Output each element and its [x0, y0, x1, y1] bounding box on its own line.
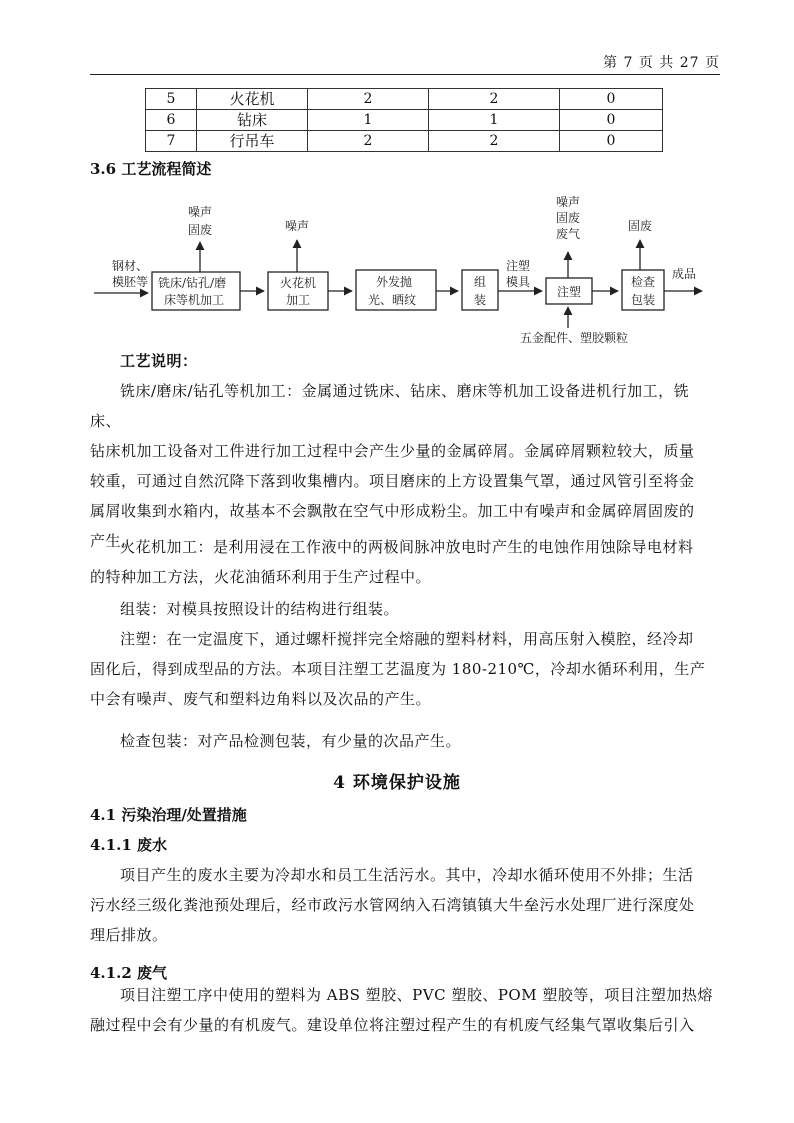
- table-cell: 2: [308, 89, 429, 110]
- chapter-heading-4: 4 环境保护设施: [333, 773, 461, 793]
- process-notes-title: 工艺说明：: [120, 352, 198, 370]
- emission-1-line2: 固废: [188, 223, 213, 237]
- process-flow-diagram: [90, 190, 710, 350]
- box-edm-line1: 火花机: [280, 276, 317, 290]
- box-assembly-line1: 组: [474, 275, 487, 289]
- box-injection: 注塑: [557, 285, 582, 299]
- text-line: 产生。: [90, 532, 137, 550]
- box-polishing-line2: 光、晒纹: [368, 293, 417, 307]
- box-inspection-line1: 检查: [631, 275, 656, 289]
- text-line: 理后排放。: [90, 926, 168, 944]
- table-cell: 2: [429, 131, 560, 152]
- box-machining-line2: 床等机加工: [164, 293, 225, 307]
- input-label-line2: 模胚等: [112, 275, 149, 289]
- text-line: 钻床机加工设备对工件进行加工过程中会产生少量的金属碎屑。金属碎屑颗粒较大，质量: [90, 442, 695, 460]
- mold-label-line2: 模具: [506, 275, 531, 289]
- wastewater-paragraph: [90, 860, 720, 950]
- text-line: 注塑：在一定温度下，通过螺杆搅拌完全熔融的塑料材料，用高压射入模腔，经冷却: [120, 630, 694, 648]
- text-line: 污水经三级化粪池预处理后，经市政污水管网纳入石湾镇镇大牛垒污水处理厂进行深度处: [90, 896, 695, 914]
- table-cell: 1: [308, 110, 429, 131]
- table-cell: 0: [560, 131, 663, 152]
- box-polishing-line1: 外发抛: [376, 275, 413, 289]
- emission-3-line2: 固废: [556, 211, 581, 225]
- box-machining-line1: 铣床/钻孔/磨: [158, 276, 227, 290]
- text-line: 融过程中会有少量的有机废气。建设单位将注塑过程产生的有机废气经集气罩收集后引入: [90, 1016, 695, 1034]
- text-line: 固化后，得到成型品的方法。本项目注塑工艺温度为 180-210℃，冷却水循环利用，生产: [90, 660, 706, 678]
- process-note-edm: [90, 532, 720, 592]
- table-row: [146, 89, 663, 110]
- emission-2: 噪声: [285, 219, 310, 233]
- header-rule: [90, 74, 720, 75]
- table-cell: 2: [429, 89, 560, 110]
- material-input-label: 五金配件、塑胶颗粒: [520, 331, 629, 345]
- process-note-injection: [90, 624, 720, 714]
- text-line: 中会有噪声、废气和塑料边角料以及次品的产生。: [90, 690, 432, 708]
- emission-3-line1: 噪声: [556, 195, 581, 209]
- page-number: 第 7 页 共 27 页: [603, 55, 720, 71]
- text-line: 项目注塑工序中使用的塑料为 ABS 塑胶、PVC 塑胶、POM 塑胶等，项目注塑加热熔: [120, 986, 713, 1004]
- input-label-line1: 钢材、: [112, 259, 149, 273]
- section-heading-3-6: 3.6 工艺流程简述: [90, 160, 212, 178]
- box-inspection-line2: 包装: [631, 293, 656, 307]
- process-note-machining: [90, 376, 720, 556]
- box-edm-line2: 加工: [286, 293, 311, 307]
- text-line: 较重，可通过自然沉降下落到收集槽内。项目磨床的上方设置集气罩，通过风管引至将金: [90, 472, 695, 490]
- process-note-assembly: 组装：对模具按照设计的结构进行组装。: [120, 600, 400, 618]
- text-line: 铣床/磨床/钻孔等机加工：金属通过铣床、钻床、磨床等机加工设备进机行加工，铣床、: [90, 382, 690, 430]
- table-row: [146, 131, 663, 152]
- equipment-table: [145, 88, 663, 152]
- table-cell: 6: [146, 110, 197, 131]
- text-line: 项目产生的废水主要为冷却水和员工生活污水。其中，冷却水循环使用不外排；生活: [120, 866, 694, 884]
- table-row: [146, 110, 663, 131]
- process-note-inspection: 检查包装：对产品检测包装，有少量的次品产生。: [120, 732, 462, 750]
- table-cell: 1: [429, 110, 560, 131]
- section-heading-4-1-1: 4.1.1 废水: [90, 836, 167, 854]
- text-line: 的特种加工方法，火花油循环利用于生产过程中。: [90, 568, 432, 586]
- emission-1-line1: 噪声: [188, 205, 213, 219]
- emission-4: 固废: [628, 219, 653, 233]
- table-cell: 火花机: [197, 89, 308, 110]
- emission-3-line3: 废气: [556, 227, 581, 241]
- box-assembly-line2: 装: [474, 293, 487, 307]
- table-cell: 0: [560, 110, 663, 131]
- text-line: 属屑收集到水箱内，故基本不会飘散在空气中形成粉尘。加工中有噪声和金属碎屑固废的: [90, 502, 695, 520]
- section-heading-4-1-2: 4.1.2 废气: [90, 964, 167, 982]
- table-cell: 行吊车: [197, 131, 308, 152]
- table-cell: 钻床: [197, 110, 308, 131]
- section-heading-4-1: 4.1 污染治理/处置措施: [90, 806, 247, 824]
- mold-label-line1: 注塑: [506, 259, 531, 273]
- table-cell: 2: [308, 131, 429, 152]
- table-cell: 5: [146, 89, 197, 110]
- product-label: 成品: [672, 267, 697, 281]
- table-cell: 0: [560, 89, 663, 110]
- exhaust-gas-paragraph: [90, 980, 720, 1040]
- text-line: 火花机加工：是利用浸在工作液中的两极间脉冲放电时产生的电蚀作用蚀除导电材料: [120, 538, 694, 556]
- table-cell: 7: [146, 131, 197, 152]
